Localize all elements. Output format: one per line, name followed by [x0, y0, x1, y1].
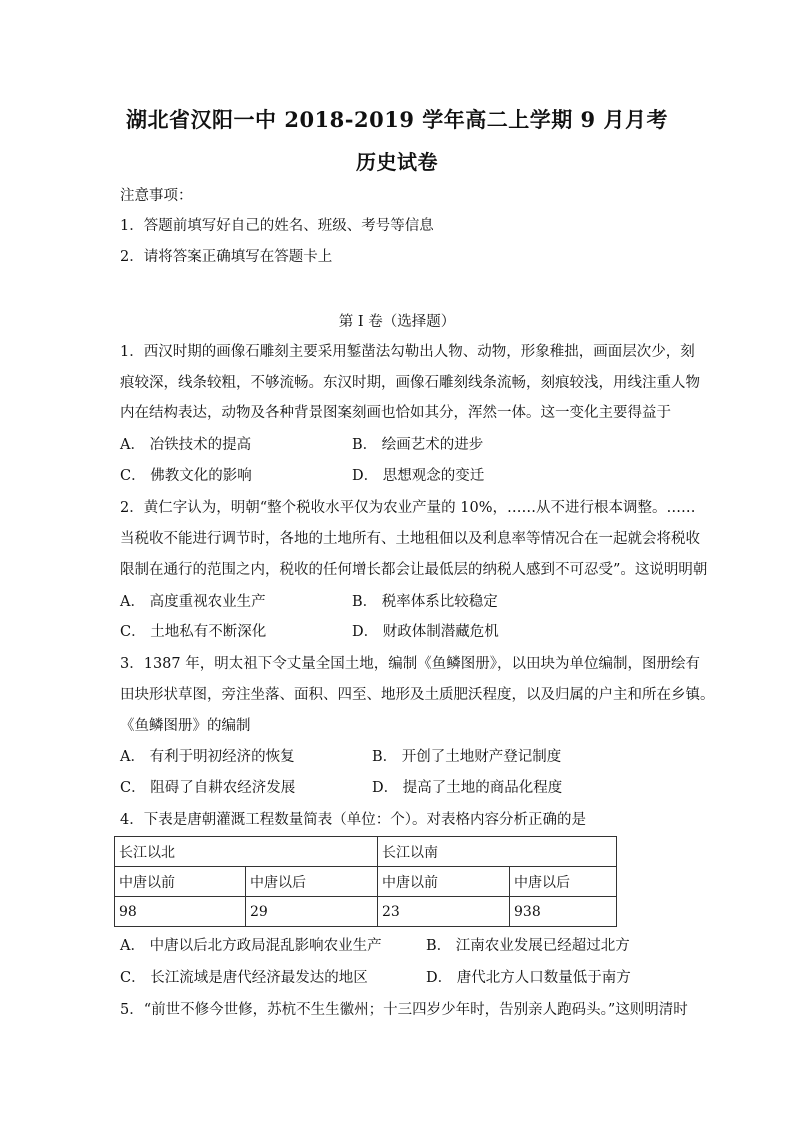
- q5-line-1: 5．“前世不修今世修，苏杭不生生徽州；十三四岁少年时，告别亲人跑码头。”这则明清时: [120, 1002, 688, 1018]
- table-cell: 98: [115, 897, 246, 927]
- table-cell: 23: [378, 897, 510, 927]
- q4-option-d[interactable]: D． 唐代北方人口数量低于南方: [426, 970, 631, 986]
- table-subheader: 中唐以前: [115, 867, 246, 897]
- q3-option-a[interactable]: A． 有利于明初经济的恢复: [120, 749, 295, 765]
- q2-line-2: 当税收不能进行调节时，各地的土地所有、土地租佃以及利息率等情况合在一起就会将税收: [120, 531, 700, 547]
- table-subheader: 中唐以后: [246, 867, 378, 897]
- exam-subject-title: 历史试卷: [356, 150, 438, 174]
- exam-title: 湖北省汉阳一中 2018-2019 学年高二上学期 9 月月考: [126, 107, 668, 132]
- q2-option-c[interactable]: C． 土地私有不断深化: [120, 624, 267, 640]
- q1-option-b[interactable]: B． 绘画艺术的进步: [352, 437, 484, 453]
- q1-line-1: 1．西汉时期的画像石雕刻主要采用錾凿法勾勒出人物、动物，形象稚拙，画面层次少，刻: [120, 344, 695, 360]
- table-group-header-north: 长江以北: [115, 837, 378, 867]
- q1-option-d[interactable]: D． 思想观念的变迁: [352, 468, 485, 484]
- q2-line-1: 2．黄仁字认为，明朝“整个税收水平仅为农业产量的 10%，……从不进行根本调整。……: [120, 500, 696, 516]
- notes-heading: 注意事项：: [120, 188, 193, 204]
- q1-line-2: 痕较深，线条较粗，不够流畅。东汉时期，画像石雕刻线条流畅，刻痕较浅，用线注重人物: [120, 375, 700, 391]
- note-item-2: 2．请将答案正确填写在答题卡上: [120, 249, 333, 265]
- q2-option-a[interactable]: A． 高度重视农业生产: [120, 594, 266, 610]
- note-item-1: 1．答题前填写好自己的姓名、班级、考号等信息: [120, 218, 434, 234]
- table-row: [115, 837, 617, 867]
- table-cell: 29: [246, 897, 378, 927]
- q3-option-b[interactable]: B． 开创了土地财产登记制度: [372, 749, 562, 765]
- q3-line-1: 3．1387 年，明太祖下令丈量全国土地，编制《鱼鳞图册》，以田块为单位编制，图册绘有: [120, 656, 700, 672]
- table-subheader: 中唐以后: [510, 867, 617, 897]
- q4-option-b[interactable]: B． 江南农业发展已经超过北方: [426, 938, 630, 954]
- table-row: [115, 867, 617, 897]
- q1-option-a[interactable]: A． 冶铁技术的提高: [120, 437, 252, 453]
- table-subheader: 中唐以前: [378, 867, 510, 897]
- q1-option-c[interactable]: C． 佛教文化的影响: [120, 468, 252, 484]
- q4-option-c[interactable]: C． 长江流域是唐代经济最发达的地区: [120, 970, 368, 986]
- irrigation-table: [114, 836, 617, 927]
- q2-option-d[interactable]: D． 财政体制潜藏危机: [352, 624, 499, 640]
- q1-line-3: 内在结构表达，动物及各种背景图案刻画也恰如其分，浑然一体。这一变化主要得益于: [120, 405, 671, 421]
- q2-option-b[interactable]: B． 税率体系比较稳定: [352, 594, 498, 610]
- q3-line-2: 田块形状草图，旁注坐落、面积、四至、地形及土质肥沃程度，以及归属的户主和所在乡镇。: [120, 687, 715, 703]
- q4-line-1: 4．下表是唐朝灌溉工程数量简表（单位：个）。对表格内容分析正确的是: [120, 812, 586, 828]
- q2-line-3: 限制在通行的范围之内，税收的任何增长都会让最低层的纳税人感到不可忍受”。这说明明朝: [120, 562, 708, 578]
- table-group-header-south: 长江以南: [378, 837, 617, 867]
- section-title: 第 I 卷（选择题）: [338, 314, 456, 330]
- table-row: [115, 897, 617, 927]
- q3-option-d[interactable]: D． 提高了土地的商品化程度: [372, 780, 563, 796]
- table-cell: 938: [510, 897, 617, 927]
- q3-line-3: 《鱼鳞图册》的编制: [120, 718, 251, 734]
- q4-option-a[interactable]: A． 中唐以后北方政局混乱影响农业生产: [120, 938, 382, 954]
- q3-option-c[interactable]: C． 阻碍了自耕农经济发展: [120, 780, 296, 796]
